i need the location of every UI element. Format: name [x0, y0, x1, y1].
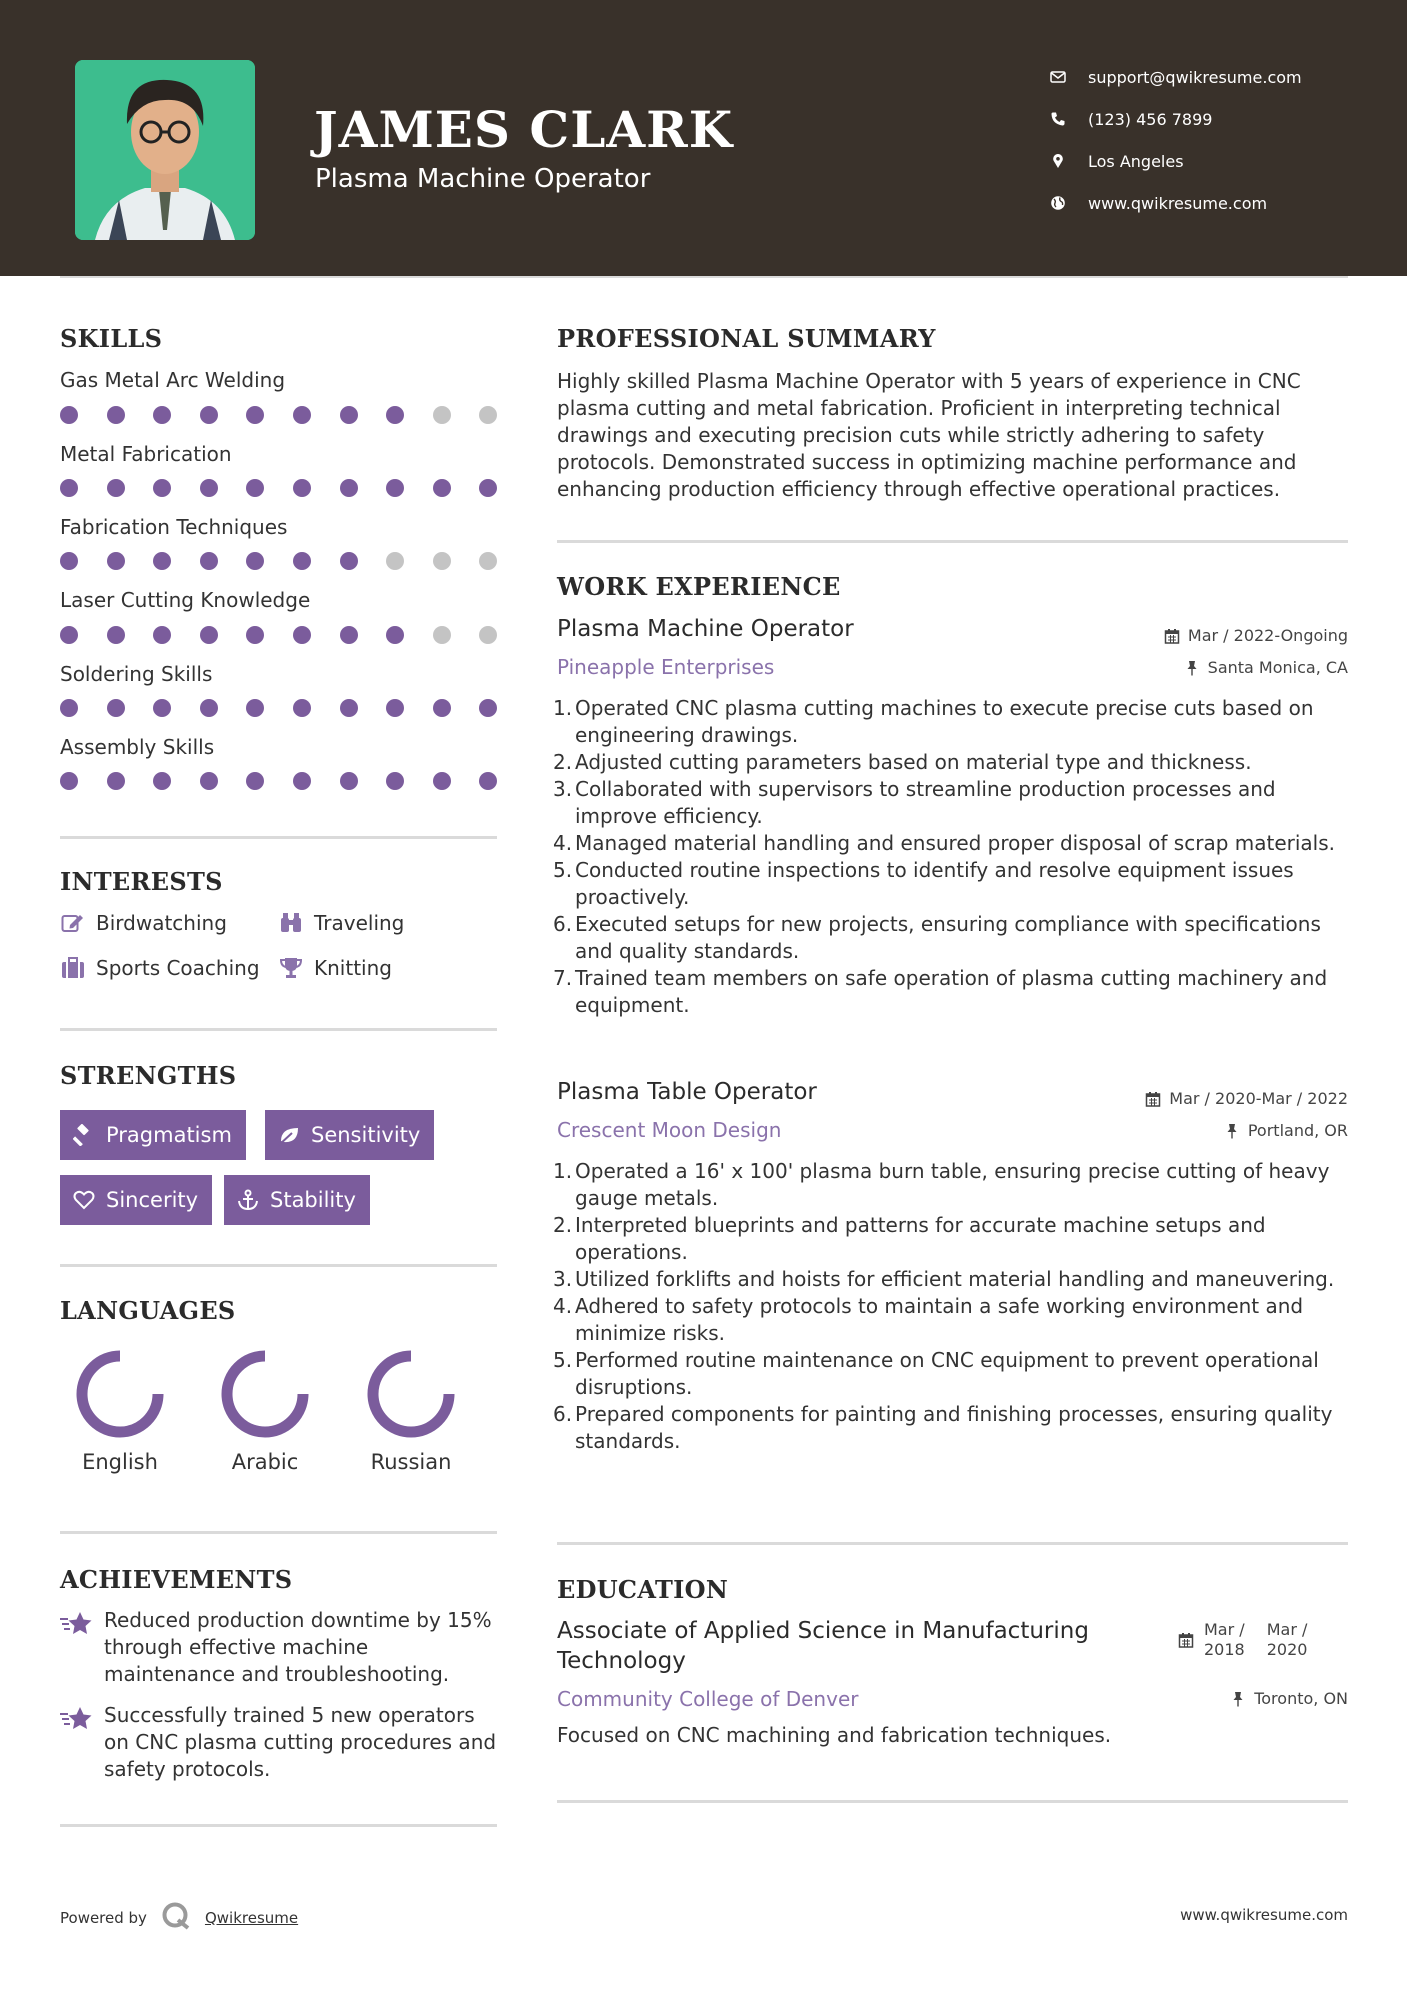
contact-website[interactable]: [1050, 182, 1302, 224]
skill-dot-filled: [60, 626, 78, 644]
skill-dot-filled: [340, 699, 358, 717]
skill-dot-filled: [60, 552, 78, 570]
qwikresume-link[interactable]: Qwikresume: [204, 1909, 299, 1927]
skill-dot-empty: [433, 406, 451, 424]
trophy-icon: [278, 956, 304, 980]
language-item: [205, 1346, 325, 1474]
interest-label: Birdwatching: [96, 911, 227, 935]
skill-dot-filled: [479, 772, 497, 790]
language-item: [351, 1346, 471, 1474]
binoculars-icon: [278, 911, 304, 935]
job-company: Pineapple Enterprises: [557, 655, 775, 679]
header-divider: [60, 276, 1348, 278]
section-divider: [60, 1264, 497, 1267]
summary-heading: PROFESSIONAL SUMMARY: [557, 324, 936, 353]
section-divider: [557, 540, 1348, 543]
skill-dot-filled: [200, 772, 218, 790]
profile-photo: [75, 60, 255, 240]
edu-end-year: 2020: [1266, 1640, 1308, 1659]
skill-dot-filled: [386, 406, 404, 424]
skill-name: Fabrication Techniques: [60, 515, 288, 539]
skill-name: Soldering Skills: [60, 662, 213, 686]
job-bullet: 4. Adhered to safety protocols to maintain a safe working environment and minimize risks.: [553, 1294, 1304, 1345]
powered-by-text: Powered by: [60, 1909, 147, 1927]
skill-dot-filled: [60, 699, 78, 717]
footer-branding: [60, 1901, 298, 1935]
job-bullet: 5. Performed routine maintenance on CNC equipment to prevent operational disruptions.: [553, 1348, 1319, 1399]
job-bullet: 2. Interpreted blueprints and patterns for accurate machine setups and operations.: [553, 1213, 1266, 1264]
job-role: Plasma Machine Operator: [557, 616, 854, 642]
strength-label: Sensitivity: [311, 1123, 421, 1147]
skill-rating: [60, 772, 498, 790]
languages-heading: LANGUAGES: [60, 1296, 236, 1325]
skill-dot-filled: [479, 699, 497, 717]
achievement-item: [60, 1702, 500, 1783]
skill-dot-filled: [153, 479, 171, 497]
skill-dot-filled: [246, 772, 264, 790]
skill-dot-filled: [340, 406, 358, 424]
skill-dot-empty: [386, 552, 404, 570]
skill-dot-filled: [153, 772, 171, 790]
skill-dot-filled: [293, 479, 311, 497]
map-pin-icon: [1050, 153, 1066, 169]
skill-dot-filled: [60, 772, 78, 790]
language-level-arc: [373, 1356, 449, 1432]
job-bullet: 6. Prepared components for painting and finishing processes, ensuring quality standards.: [553, 1402, 1333, 1453]
interest-item: [278, 911, 404, 935]
anchor-icon: [236, 1188, 260, 1212]
skill-name: Laser Cutting Knowledge: [60, 588, 311, 612]
job-bullet: 4. Managed material handling and ensured proper disposal of scrap materials.: [553, 831, 1335, 855]
section-divider: [60, 1531, 497, 1534]
strength-label: Pragmatism: [106, 1123, 232, 1147]
interest-label: Knitting: [314, 956, 392, 980]
education-heading: EDUCATION: [557, 1575, 729, 1604]
skill-rating: [60, 626, 498, 644]
skill-dot-filled: [246, 479, 264, 497]
job-bullet: 7. Trained team members on safe operation of plasma cutting machinery and equipment.: [553, 966, 1328, 1017]
section-divider: [60, 1824, 497, 1827]
education-description: Focused on CNC machining and fabrication techniques.: [557, 1723, 1112, 1747]
skill-dot-filled: [107, 699, 125, 717]
interest-item: [60, 956, 260, 980]
strengths-heading: STRENGTHS: [60, 1061, 237, 1090]
job-bullets: [553, 695, 1357, 1019]
pushpin-icon: [1224, 1123, 1240, 1139]
strength-badge: [60, 1110, 246, 1160]
contact-location: [1050, 140, 1302, 182]
skill-dot-filled: [340, 552, 358, 570]
edu-end-month: Mar /: [1266, 1620, 1308, 1639]
candidate-name: JAMES CLARK: [314, 100, 734, 159]
skill-dot-filled: [200, 552, 218, 570]
skill-dot-filled: [153, 626, 171, 644]
contact-website-text: www.qwikresume.com: [1088, 193, 1268, 213]
skill-dot-filled: [153, 406, 171, 424]
job-bullet: 3. Collaborated with supervisors to streamline production processes and improve efficiency.: [553, 777, 1276, 828]
skill-dot-filled: [60, 406, 78, 424]
footer-website[interactable]: www.qwikresume.com: [1180, 1906, 1348, 1924]
skill-dot-empty: [479, 552, 497, 570]
skill-dot-empty: [433, 626, 451, 644]
language-level-arc: [227, 1356, 303, 1432]
gavel-icon: [72, 1123, 96, 1147]
skill-dot-filled: [293, 552, 311, 570]
interest-label: Sports Coaching: [96, 956, 260, 980]
calendar-icon: [1145, 1091, 1161, 1107]
degree-title-cont: Technology: [557, 1648, 686, 1674]
section-divider: [557, 1542, 1348, 1545]
skill-rating: [60, 479, 498, 497]
section-divider: [557, 1800, 1348, 1803]
skill-dot-filled: [246, 552, 264, 570]
skill-dot-empty: [479, 626, 497, 644]
interest-item: [278, 956, 392, 980]
language-item: [60, 1346, 180, 1474]
job-location: [1184, 658, 1348, 677]
star-icon: [60, 1702, 96, 1783]
skill-dot-filled: [293, 699, 311, 717]
achievement-text: Successfully trained 5 new operators on CNC plasma cutting procedures and safety protocols.: [104, 1703, 497, 1781]
skill-rating: [60, 552, 498, 570]
skill-dot-filled: [433, 479, 451, 497]
skill-dot-filled: [340, 479, 358, 497]
strength-badge: [224, 1175, 370, 1225]
skill-dot-filled: [293, 772, 311, 790]
skill-dot-filled: [479, 479, 497, 497]
skill-dot-filled: [340, 772, 358, 790]
skill-rating: [60, 699, 498, 717]
language-level-ring: [72, 1346, 168, 1442]
star-icon: [60, 1607, 96, 1688]
job-role: Plasma Table Operator: [557, 1079, 817, 1105]
phone-icon: [1050, 111, 1066, 127]
edu-start-year: 2018: [1204, 1640, 1245, 1659]
job-bullet: 2. Adjusted cutting parameters based on material type and thickness.: [553, 750, 1252, 774]
language-level-ring: [217, 1346, 313, 1442]
skill-dot-filled: [386, 626, 404, 644]
language-level-arc: [82, 1356, 158, 1432]
skill-dot-filled: [386, 479, 404, 497]
skill-dot-filled: [107, 406, 125, 424]
skill-name: Assembly Skills: [60, 735, 215, 759]
skill-dot-empty: [433, 552, 451, 570]
pushpin-icon: [1184, 660, 1200, 676]
contact-list: [1050, 56, 1302, 224]
language-name: Russian: [370, 1450, 452, 1474]
skill-dot-filled: [200, 479, 218, 497]
interest-item: [60, 911, 227, 935]
interests-heading: INTERESTS: [60, 867, 223, 896]
skill-name: Metal Fabrication: [60, 442, 232, 466]
skill-dot-filled: [386, 772, 404, 790]
skill-dot-filled: [60, 479, 78, 497]
skill-dot-filled: [107, 552, 125, 570]
interest-label: Traveling: [314, 911, 405, 935]
achievement-item: [60, 1607, 500, 1688]
skill-dot-filled: [107, 626, 125, 644]
suitcase-icon: [60, 956, 86, 980]
job-dates: [1164, 626, 1348, 645]
skill-rating: [60, 406, 498, 424]
job-dates: [1145, 1089, 1348, 1108]
skill-dot-filled: [246, 406, 264, 424]
contact-email[interactable]: [1050, 56, 1302, 98]
experience-heading: WORK EXPERIENCE: [557, 572, 841, 601]
school-name: Community College of Denver: [557, 1687, 859, 1711]
contact-phone-text: (123) 456 7899: [1088, 109, 1213, 129]
skill-dot-filled: [293, 406, 311, 424]
skill-dot-filled: [200, 626, 218, 644]
language-level-ring: [363, 1346, 459, 1442]
skill-dot-filled: [433, 772, 451, 790]
envelope-icon: [1050, 69, 1066, 85]
job-location-text: Portland, OR: [1247, 1121, 1348, 1140]
language-name: English: [82, 1450, 158, 1474]
strength-badge: [265, 1110, 434, 1160]
calendar-icon: [1164, 628, 1180, 644]
skill-dot-filled: [153, 699, 171, 717]
skill-dot-filled: [107, 772, 125, 790]
job-bullet: 1. Operated CNC plasma cutting machines to execute precise cuts based on engineering drawings.: [553, 696, 1314, 747]
heart-icon: [72, 1188, 96, 1212]
skill-dot-empty: [479, 406, 497, 424]
job-dates-text: Mar / 2022-Ongoing: [1187, 626, 1348, 645]
strength-label: Sincerity: [106, 1188, 199, 1212]
candidate-title: Plasma Machine Operator: [315, 164, 651, 194]
contact-location-text: Los Angeles: [1088, 151, 1184, 171]
contact-email-text: support@qwikresume.com: [1088, 67, 1302, 87]
section-divider: [60, 836, 497, 839]
pencil-square-icon: [60, 911, 86, 935]
language-name: Arabic: [231, 1450, 299, 1474]
qwikresume-logo-icon: [161, 1901, 191, 1935]
pushpin-icon: [1230, 1691, 1246, 1707]
job-bullet: 6. Executed setups for new projects, ensuring compliance with specifications and quality standards.: [553, 912, 1321, 963]
job-company: Crescent Moon Design: [557, 1118, 782, 1142]
strength-label: Stability: [270, 1188, 356, 1212]
education-location: [1230, 1689, 1348, 1708]
leaf-icon: [277, 1123, 301, 1147]
edu-start-month: Mar /: [1204, 1620, 1245, 1639]
contact-phone[interactable]: [1050, 98, 1302, 140]
skill-dot-filled: [153, 552, 171, 570]
skill-dot-filled: [293, 626, 311, 644]
globe-icon: [1050, 195, 1066, 211]
skill-dot-filled: [200, 406, 218, 424]
skills-heading: SKILLS: [60, 324, 163, 353]
skill-dot-filled: [246, 699, 264, 717]
education-dates: [1178, 1620, 1307, 1660]
degree-title: Associate of Applied Science in Manufacturing: [557, 1618, 1089, 1644]
skill-dot-filled: [340, 626, 358, 644]
job-dates-text: Mar / 2020-Mar / 2022: [1169, 1089, 1348, 1108]
summary-text: Highly skilled Plasma Machine Operator with 5 years of experience in CNC plasma cutting and metal fabrication. Proficient in interpreting technical drawings and executing precision cuts while strictly adhering to safety protocols. Demonstrated success in optimizing machine performance and enhancing production efficiency through effective operational practices.: [557, 369, 1301, 501]
job-bullet: 3. Utilized forklifts and hoists for efficient material handling and maneuvering.: [553, 1267, 1335, 1291]
skill-name: Gas Metal Arc Welding: [60, 368, 286, 392]
resume-header: [0, 0, 1407, 276]
achievements-heading: ACHIEVEMENTS: [60, 1565, 293, 1594]
job-bullet: 1. Operated a 16' x 100' plasma burn table, ensuring precise cutting of heavy gauge metals.: [553, 1159, 1330, 1210]
job-bullets: [553, 1158, 1357, 1455]
job-location: [1224, 1121, 1348, 1140]
section-divider: [60, 1028, 497, 1031]
achievement-text: Reduced production downtime by 15% through effective machine maintenance and troubleshooting.: [104, 1608, 492, 1686]
skill-dot-filled: [386, 699, 404, 717]
strength-badge: [60, 1175, 212, 1225]
skill-dot-filled: [246, 626, 264, 644]
education-location-text: Toronto, ON: [1254, 1689, 1348, 1708]
skill-dot-filled: [107, 479, 125, 497]
job-location-text: Santa Monica, CA: [1207, 658, 1348, 677]
calendar-icon: [1178, 1632, 1194, 1648]
job-bullet: 5. Conducted routine inspections to identify and resolve equipment issues proactively.: [553, 858, 1294, 909]
skill-dot-filled: [433, 699, 451, 717]
skill-dot-filled: [200, 699, 218, 717]
